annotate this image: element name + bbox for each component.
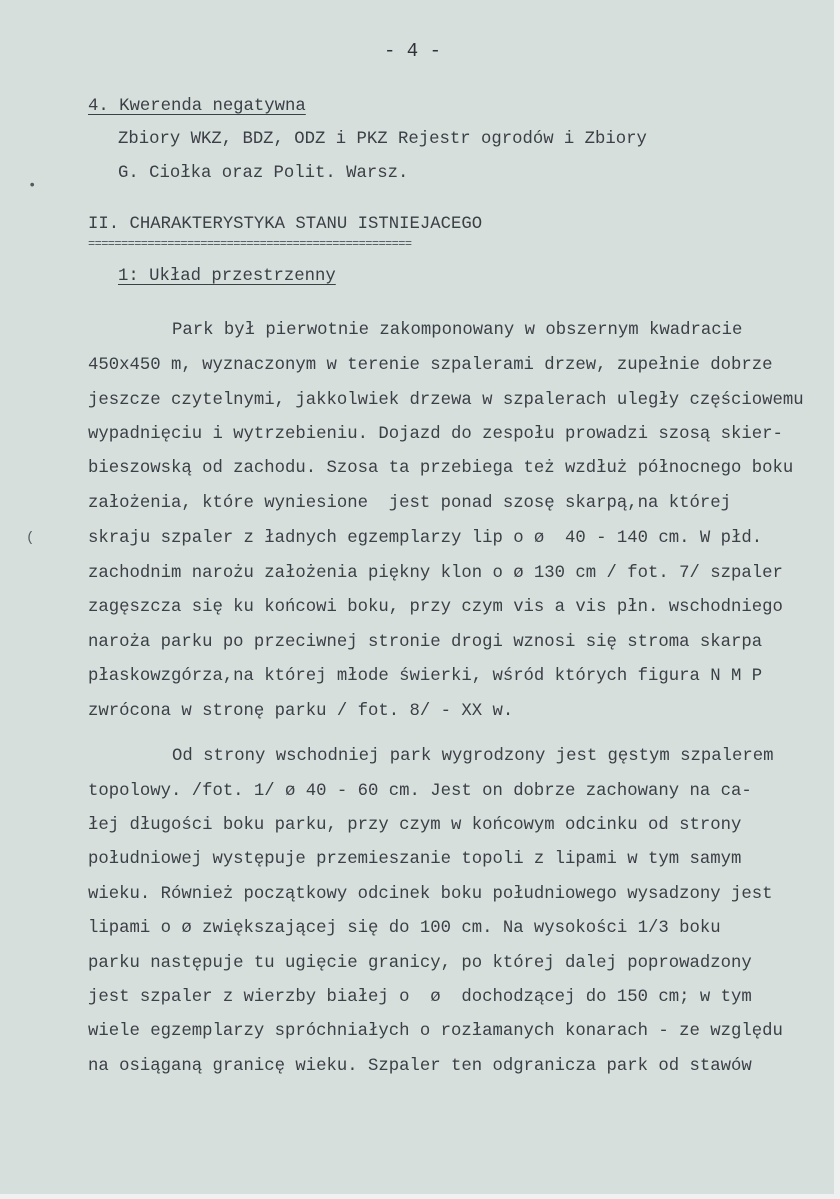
- paragraph-line: wypadnięciu i wytrzebieniu. Dojazd do zespołu prowadzi szosą skier-: [88, 425, 783, 444]
- paragraph-line: bieszowską od zachodu. Szosa ta przebiega też wzdłuż północnego boku: [88, 459, 794, 478]
- paragraph-line: lipami o ø zwiększającej się do 100 cm. Na wysokości 1/3 boku: [88, 919, 721, 938]
- paragraph-line: płaskowzgórza,na której młode świerki, wśród których figura N M P: [88, 667, 763, 686]
- paragraph-line: naroża parku po przeciwnej stronie drogi wznosi się stroma skarpa: [88, 633, 763, 652]
- paragraph-line: jest szpaler z wierzby białej o ø dochodzącej do 150 cm; w tym: [88, 988, 752, 1007]
- text-line: G. Ciołka oraz Polit. Warsz.: [118, 164, 409, 183]
- paragraph-line: wieku. Również początkowy odcinek boku południowego wysadzony jest: [88, 885, 773, 904]
- section-heading: 4. Kwerenda negatywna: [88, 97, 306, 116]
- text-line: Zbiory WKZ, BDZ, ODZ i PKZ Rejestr ogrodów i Zbiory: [118, 130, 647, 149]
- page-edge: [834, 0, 840, 1199]
- paragraph-line: zwrócona w stronę parku / fot. 8/ - XX w.: [88, 702, 514, 721]
- paragraph-line: 450x450 m, wyznaczonym w terenie szpalerami drzew, zupełnie dobrze: [88, 356, 773, 375]
- subsection-heading: 1: Układ przestrzenny: [118, 267, 336, 286]
- paragraph-line: zachodnim narożu założenia piękny klon o ø 130 cm / fot. 7/ szpaler: [88, 564, 783, 583]
- margin-mark: •: [28, 178, 37, 194]
- paragraph-line: parku następuje tu ugięcie granicy, po której dalej poprowadzony: [88, 954, 752, 973]
- paragraph-line: zagęszcza się ku końcowi boku, przy czym vis a vis płn. wschodniego: [88, 598, 783, 617]
- paragraph-line: jeszcze czytelnymi, jakkolwiek drzewa w szpalerach uległy częściowemu: [88, 391, 804, 410]
- chapter-heading: II. CHARAKTERYSTYKA STANU ISTNIEJACEGO: [88, 215, 483, 234]
- page-number: - 4 -: [384, 40, 442, 62]
- paragraph-line: Park był pierwotnie zakomponowany w obszernym kwadracie: [172, 321, 743, 340]
- margin-mark: (: [26, 530, 35, 546]
- paragraph-line: założenia, które wyniesione jest ponad szosę skarpą,na której: [88, 494, 731, 513]
- paragraph-line: na osiąganą granicę wieku. Szpaler ten odgranicza park od stawów: [88, 1057, 752, 1076]
- page-edge: [0, 1194, 840, 1199]
- double-rule: =================================================: [88, 237, 412, 251]
- paragraph-line: Od strony wschodniej park wygrodzony jest gęstym szpalerem: [172, 747, 774, 766]
- paragraph-line: topolowy. /fot. 1/ ø 40 - 60 cm. Jest on dobrze zachowany na ca-: [88, 782, 752, 801]
- paragraph-line: łej długości boku parku, przy czym w końcowym odcinku od strony: [88, 816, 742, 835]
- paragraph-line: skraju szpaler z ładnych egzemplarzy lip o ø 40 - 140 cm. W płd.: [88, 529, 763, 548]
- paragraph-line: wiele egzemplarzy spróchniałych o rozłamanych konarach - ze względu: [88, 1022, 783, 1041]
- paragraph-line: południowej występuje przemieszanie topoli z lipami w tym samym: [88, 850, 742, 869]
